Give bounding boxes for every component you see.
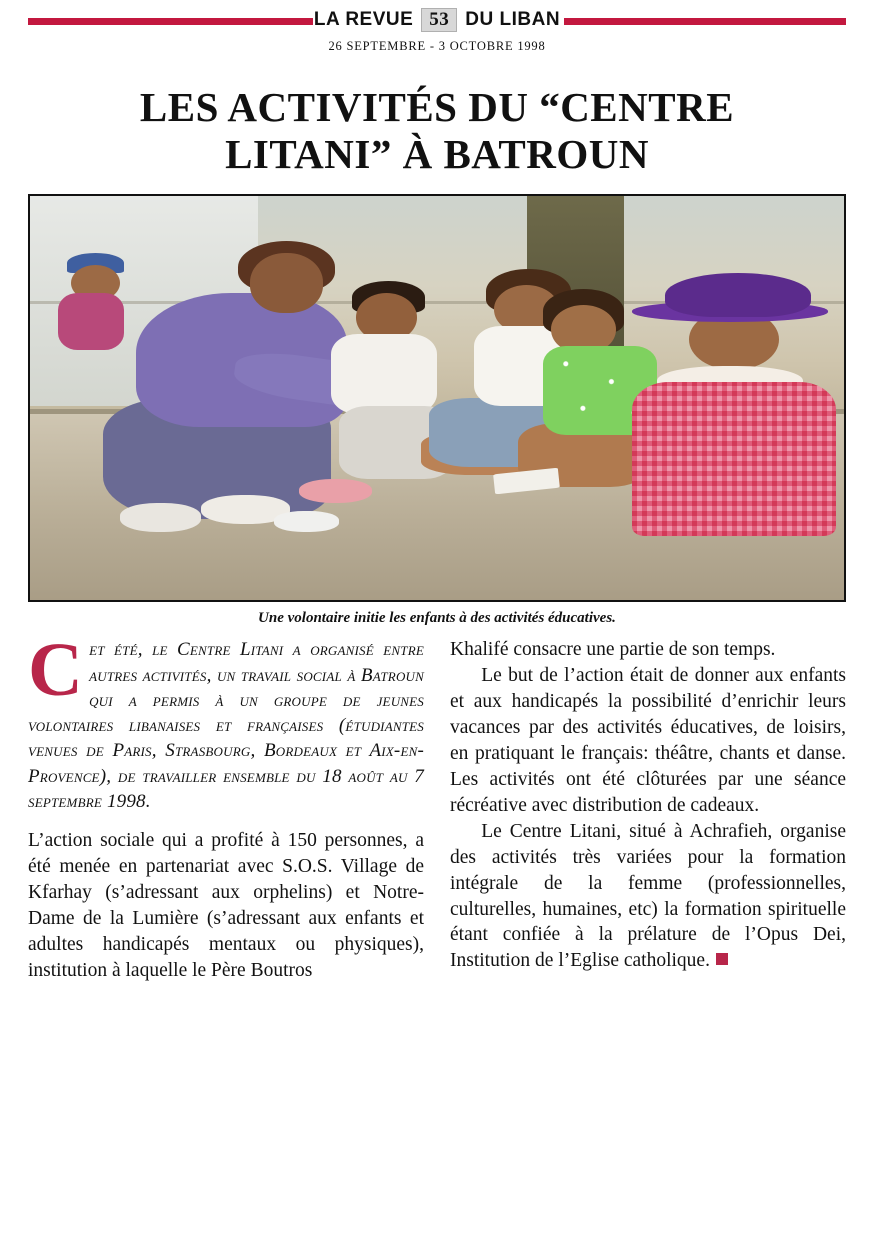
girl-right-checked-dress — [632, 382, 836, 536]
column-left — [28, 628, 424, 983]
photo-illustration — [30, 196, 844, 600]
masthead-left-word: LA REVUE — [313, 9, 414, 30]
child-far-left-body — [58, 293, 123, 350]
column-right — [450, 637, 846, 983]
paragraph: Le but de l’action était de donner aux enfants et aux handicapés la possibilité d’enrichir leurs vacances par des activités éducatives, de loisirs, en pratiquant le français: théâtre, chants et danse. Les activités ont été clôturées par une séance récréative avec distribution de cadeaux. — [450, 665, 846, 816]
issue-number-badge: 53 — [421, 8, 457, 32]
masthead-right-word: DU LIBAN — [465, 9, 561, 30]
volunteer-head — [250, 253, 323, 314]
paragraph-final — [450, 819, 846, 975]
headline-line-1: LES ACTIVITÉS DU “CENTRE — [139, 84, 735, 130]
volunteer-shoe-left — [120, 503, 201, 531]
paragraph-gap — [28, 814, 424, 828]
article-body — [28, 628, 846, 983]
drop-cap: C — [28, 628, 84, 713]
masthead-rule-right — [564, 18, 846, 25]
white-shoe — [274, 511, 339, 531]
masthead-dates: 26 SEPTEMBRE - 3 OCTOBRE 1998 — [328, 39, 546, 53]
masthead-center — [272, 6, 602, 54]
photo-caption: Une volontaire initie les enfants à des activités éducatives. — [258, 610, 616, 627]
article-lede — [28, 628, 424, 814]
masthead-rule-left — [28, 18, 313, 25]
article-photo — [28, 194, 846, 602]
lede-text: et été, le Centre Litani a organisé entre autres activités, un travail social à Batroun qui a permis à un groupe de jeunes volontaires libanaises et françaises (étudiantes venues de Paris, Strasbourg, Bordeaux et Aix-en-Provence), de travailler ensemble du 18 août au 7 septembre 1998. — [28, 639, 424, 812]
boy-white-shirt — [331, 334, 437, 415]
end-mark — [716, 953, 728, 965]
page-title — [28, 84, 846, 178]
masthead-title — [272, 6, 602, 34]
paragraph: L’action sociale qui a profité à 150 personnes, a été menée en partenariat avec S.O.S. Village de Kfarhay (s’adressant aux orphelins) et Notre-Dame de la Lumière (s’adressant aux enfants et adultes handicapés mentaux ou physiques), institution à laquelle le Père Boutros — [28, 830, 424, 981]
magazine-page — [0, 6, 874, 1246]
masthead — [28, 6, 846, 74]
headline-line-2: LITANI” À BATROUN — [225, 131, 649, 178]
paragraph-text: Le Centre Litani, situé à Achrafieh, organise des activités très variées pour la formation intégrale de la femme (professionnelles, culturelles, humaines, etc) la formation spirituelle étant confiée à la prélature de l’Opus Dei, Institution de l’Eglise catholique. — [450, 820, 846, 972]
girl-right-purple-hat — [665, 273, 812, 317]
pink-shoe — [299, 479, 372, 503]
paragraph: Khalifé consacre une partie de son temps. — [450, 639, 776, 661]
